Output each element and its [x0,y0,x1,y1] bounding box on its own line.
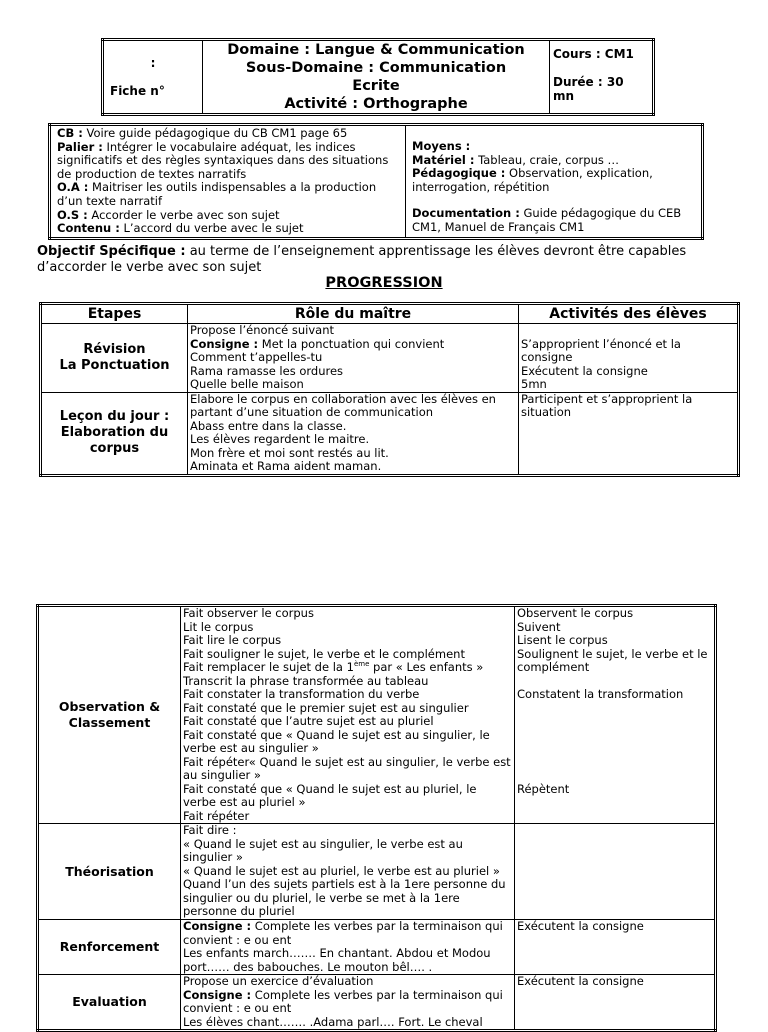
maitre-line: Quelle belle maison [190,377,304,391]
cours-label: Cours : CM1 [553,47,634,61]
maitre-line: Fait dire : [183,823,237,837]
maitre-line: Consigne : Complete les verbes par la terminaison qui convient : e ou ent [183,987,503,1015]
header-etapes: Etapes [41,304,188,324]
maitre-line: Quand l’un des sujets partiels est à la 1ere personne du singulier ou du pluriel, le verbe se met à la 1ere personne du pluriel [183,877,506,918]
eleve-line: Lisent le corpus [517,633,608,647]
activites-eleves-cell [519,324,739,393]
documentation-text: Guide pédagogique du CEB CM1, Manuel de Français CM1 [412,206,682,234]
maitre-line: Mon frère et moi sont restés au lit. [190,445,389,460]
cb-text: Voire guide pédagogique du CB CM1 page 65 [82,126,348,140]
header-activites-eleves: Activités des élèves [519,304,739,324]
oa-line [57,181,399,208]
palier-label: Palier : [57,139,103,154]
etape-label: Elaboration du [60,425,169,440]
activite-title: Activité : Orthographe [284,96,468,112]
maitre-line: Les élèves regardent le maitre. [190,432,370,446]
materiel-label: Matériel : [412,152,475,167]
role-maitre-cell [188,392,519,475]
etape-label: Révision [83,341,146,357]
materiel-text: Tableau, craie, corpus … [474,152,620,167]
etape-label: La Ponctuation [59,357,170,373]
maitre-line: Aminata et Rama aident maman. [190,459,382,473]
domaine-cell [203,40,550,115]
eleve-line [517,756,712,770]
eleve-line [517,715,712,729]
eleve-line: Exécutent la consigne [517,974,644,988]
maitre-line: Propose un exercice d’évaluation [183,974,374,988]
etape-label: Observation & [58,699,161,714]
maitre-line: Comment t’appelles-tu [190,350,323,364]
table-row [38,975,716,1031]
eleve-line: 5mn [521,377,547,391]
activites-eleves-cell [515,824,716,920]
info-table [48,123,704,240]
maitre-line: Fait observer le corpus [183,606,314,620]
contenu-label: Contenu : [57,221,120,236]
eleve-line: S’approprient l’énoncé et la consigne [521,336,681,364]
maitre-line: Fait remplacer le sujet de la 1ème par « Les enfants » [183,660,484,674]
activites-eleves-cell [519,392,739,475]
maitre-line: Les élèves chant……. .Adama parl…. Fort. Le cheval [183,1014,483,1029]
moyens-label: Moyens : [412,139,471,153]
etape-label: Renforcement [59,939,160,954]
header-role-maitre: Rôle du maître [188,304,519,324]
maitre-line: Fait répéter [183,808,250,823]
maitre-line: Rama ramasse les ordures [190,363,344,378]
eleve-line: Répètent [517,781,570,796]
eleve-line [517,729,712,743]
eleve-line: Soulignent le sujet, le verbe et le complément [517,646,708,674]
maitre-line: Fait lire le corpus [183,633,282,647]
eleve-line: Constatent la transformation [517,687,684,701]
etape-label: Théorisation [65,863,154,879]
os-text: Accorder le verbe avec son sujet [87,207,280,222]
header-table [101,38,655,116]
table-header-row [41,304,739,324]
domaine-title: Domaine : Langue & Communication [227,42,525,58]
maitre-line: « Quand le sujet est au singulier, le verbe est au singulier » [183,836,463,864]
maitre-line: Lit le corpus [183,619,254,634]
info-right-cell [406,125,703,239]
fiche-cell [103,40,203,115]
palier-line [57,141,399,182]
objectif-label: Objectif Spécifique : [37,244,186,259]
maitre-line: Fait répéter« Quand le sujet est au singulier, le verbe est au singulier » [183,754,511,782]
contenu-line [57,222,399,236]
eleve-line: Participent et s’approprient la situation [521,391,693,419]
table-row [41,392,739,475]
role-maitre-cell [181,920,515,975]
documentation-line [412,207,695,234]
maitre-line: Fait constaté que le premier sujet est au singulier [183,700,469,715]
etape-label: Evaluation [72,994,147,1009]
activites-eleves-cell [515,920,716,975]
contenu-text: L’accord du verbe avec le sujet [119,221,304,236]
table-row [38,606,716,824]
os-label: O.S : [57,207,88,222]
maitre-line: Propose l’énoncé suivant [190,323,335,337]
fiche-colon: : [150,56,156,70]
moyens-line [412,140,695,154]
maitre-line: « Quand le sujet est au pluriel, le verbe est au pluriel » [183,863,500,878]
eleve-line: Observent le corpus [517,606,634,620]
etape-cell [41,324,188,393]
etape-label: corpus [89,441,140,456]
materiel-line [412,154,695,168]
etape-cell [41,392,188,475]
cb-line [57,127,399,141]
sous-domaine-title: Sous-Domaine : Communication [245,60,507,76]
ecrite-title: Ecrite [352,78,400,94]
maitre-line: Fait constater la transformation du verbe [183,687,420,701]
table-row [38,824,716,920]
etape-cell [38,975,181,1031]
table-row [38,920,716,975]
eleve-line [521,324,735,338]
role-maitre-cell [181,824,515,920]
objectif-text: au terme de l’enseignement apprentissage les élèves devront être capables d’accorder le verbe avec son sujet [37,244,687,275]
role-maitre-cell [181,606,515,824]
eleve-line [517,675,712,689]
documentation-label: Documentation : [412,206,520,221]
role-maitre-cell [188,324,519,393]
maitre-line: Fait constaté que « Quand le sujet est au pluriel, le verbe est au pluriel » [183,781,477,809]
pedagogique-text: Observation, explication, interrogation, répétition [412,166,653,194]
progression-table-2 [36,604,717,1032]
etape-label: Classement [68,715,151,730]
etape-label: Leçon du jour : [59,409,170,424]
duree-label: Durée : 30 [553,75,624,89]
eleve-line: Suivent [517,619,561,634]
duree-unit: mn [553,89,575,103]
etape-cell [38,824,181,920]
os-line [57,209,399,223]
eleve-line [517,769,712,783]
cours-cell [550,40,654,115]
eleve-line [517,702,712,716]
oa-label: O.A : [57,180,89,195]
maitre-line: Les enfants march……. En chantant. Abdou et Modou port…… des babouches. Le mouton bêl…. . [183,946,491,974]
maitre-line: Elabore le corpus en collaboration avec les élèves en partant d’une situation de communication [190,391,496,419]
maitre-line: Transcrit la phrase transformée au tableau [183,673,429,688]
progression-title: PROGRESSION [325,275,443,291]
pedagogique-label: Pédagogique : [412,166,506,181]
objectif-specifique [37,244,737,275]
oa-text: Maitriser les outils indispensables a la production d’un texte narratif [57,180,377,208]
info-left-cell [50,125,406,239]
palier-text: Intégrer le vocabulaire adéquat, les indices significatifs et des règles syntaxiques dans des situations de production de textes narratifs [57,139,389,181]
activites-eleves-cell [515,975,716,1031]
table-row [41,324,739,393]
cb-label: CB : [57,126,83,140]
maitre-line: Abass entre dans la classe. [190,418,347,433]
pedagogique-line [412,167,695,194]
fiche-label: Fiche n° [110,84,165,98]
eleve-line: Exécutent la consigne [517,919,644,933]
etape-cell [38,606,181,824]
etape-cell [38,920,181,975]
eleve-line [517,742,712,756]
maitre-line: Fait souligner le sujet, le verbe et le complément [183,646,465,661]
maitre-line: Consigne : Complete les verbes par la terminaison qui convient : e ou ent [183,919,503,947]
maitre-line: Consigne : Met la ponctuation qui convient [190,336,445,351]
maitre-line: Fait constaté que l’autre sujet est au pluriel [183,714,434,728]
progression-table-1 [39,302,740,477]
role-maitre-cell [181,975,515,1031]
eleve-line: Exécutent la consigne [521,363,648,378]
activites-eleves-cell [515,606,716,824]
maitre-line: Fait constaté que « Quand le sujet est au singulier, le verbe est au singulier » [183,727,490,755]
